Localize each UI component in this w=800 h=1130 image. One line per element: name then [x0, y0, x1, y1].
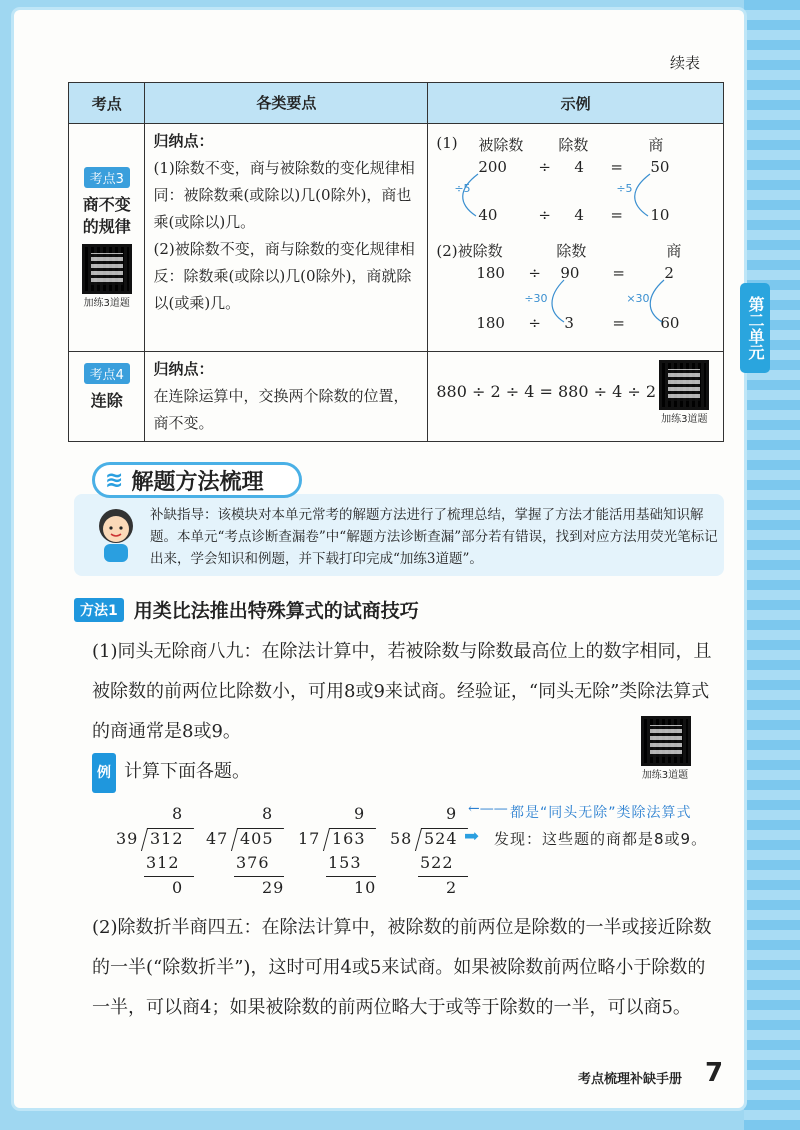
division-quotient: 8 [172, 804, 184, 823]
method1-para1: (1)同头无除商八九：在除法计算中，若被除数与除数最高位上的数字相同，且被除数的前两位比除数小，可用8或9来试商。经验证，“同头无除”类除法算式的商通常是8或9。 [92, 641, 712, 742]
ex2-c: 2 [664, 264, 674, 282]
ex1-b: 4 [574, 158, 584, 176]
note-top: 都是“同头无除”类除法算式 [510, 805, 692, 821]
ex1-d: 40 [478, 206, 498, 224]
ex1-label: (1) [436, 134, 458, 152]
ex1-head-dividend: 被除数 [478, 136, 524, 154]
qr-code-icon[interactable] [82, 244, 132, 294]
division-remainder: 29 [262, 878, 285, 897]
girl-avatar-icon [92, 504, 140, 564]
qr-caption-4: 加练3道题 [661, 414, 708, 425]
division-rule [326, 876, 376, 877]
ex1-a: 200 [478, 158, 507, 176]
division-rule [234, 876, 284, 877]
summary-label: 归纳点： [153, 132, 214, 150]
ex2-b: 90 [560, 264, 580, 282]
row3-example-cell [428, 124, 724, 352]
qr-caption-mid: 加练3道题 [641, 770, 689, 781]
ex2-d: 180 [476, 314, 505, 332]
ex2-arrow-label-left: ÷30 [524, 292, 548, 305]
ex2-op: ÷ [528, 264, 541, 282]
row4-essentials-cell [145, 352, 428, 442]
section-heading [92, 462, 302, 498]
example-line [92, 752, 722, 793]
division-quotient: 8 [262, 804, 274, 823]
qr-caption: 加练3道题 [83, 298, 130, 309]
method1-para2: (2)除数折半商四五：在除法计算中，被除数的前两位是除数的一半或接近除数的一半(“除数折半”)，这时可用4或5来试商。如果被除数前两位略小于除数的一半，可以商4；如果被除数的前两位略大于或等于除数的一半，可以商5。 [92, 917, 712, 1018]
ex1-arrow-label-left: ÷5 [454, 182, 471, 195]
row3-point-cell [69, 124, 145, 352]
ex2-eq2: = [612, 314, 625, 332]
ex2-a: 180 [476, 264, 505, 282]
point4-title: 连除 [90, 391, 123, 410]
row4-example-cell [428, 352, 724, 442]
point4-badge: 考点4 [84, 363, 130, 384]
qr-code-icon[interactable] [659, 360, 709, 410]
rule-text-4: 在连除运算中，交换两个除数的位置，商不变。 [153, 387, 409, 432]
ex1-eq2: = [610, 206, 623, 224]
division-rule [144, 876, 194, 877]
right-arrow-icon: ➡ [464, 826, 480, 847]
continued-label: 续表 [670, 54, 701, 72]
ex1-head-divisor: 除数 [558, 136, 589, 154]
ex2-head-dividend: (2)被除数 [436, 242, 503, 260]
header-essentials: 各类要点 [145, 83, 428, 124]
point3-badge: 考点3 [84, 167, 130, 188]
unit-side-tab[interactable]: 第二单元 [740, 283, 770, 373]
division-divisor: 17 [298, 829, 321, 848]
row3-essentials-cell [145, 124, 428, 352]
header-examples: 示例 [428, 83, 724, 124]
division-product: 153 [328, 853, 362, 872]
note-right: 发现：这些题的商都是8或9。 [494, 830, 708, 848]
division-quotient: 9 [446, 804, 458, 823]
ex2-e: 3 [564, 314, 574, 332]
example-badge: 例 [92, 753, 116, 793]
summary-label-4: 归纳点： [153, 360, 214, 378]
right-wave-border [744, 0, 800, 1130]
method1-title: 用类比法推出特殊算式的试商技巧 [133, 600, 419, 622]
key-points-table [68, 82, 724, 442]
row4-point-cell [69, 352, 145, 442]
ex2-arrow-label-right: ×30 [626, 292, 650, 305]
ex1-arrow-label-right: ÷5 [616, 182, 633, 195]
division-bracket [415, 828, 468, 851]
header-point: 考点 [69, 83, 145, 124]
division-bracket [231, 828, 284, 851]
method1-heading [74, 596, 419, 623]
division-dividend: 312 [150, 829, 184, 848]
ex1-c: 50 [650, 158, 670, 176]
guide-text: 补缺指导：该模块对本单元常考的解题方法进行了梳理总结，掌握了方法才能活用基础知识解题。本单元“考点诊断查漏卷”中“解题方法诊断查漏”部分若有错误，找到对应方法用荧光笔标记出来，学会知识和例题，并下载打印完成“加练3道题”。 [150, 507, 718, 567]
method1-badge: 方法1 [74, 598, 124, 622]
section-title: 解题方法梳理 [131, 469, 264, 495]
division-product: 312 [146, 853, 180, 872]
ex1-op2: ÷ [538, 206, 551, 224]
rule-text-2: (2)被除数不变，商与除数的变化规律相反：除数乘(或除以)几(0除外)，商就除以(或乘)几。 [153, 240, 415, 312]
division-product: 376 [236, 853, 270, 872]
ex2-head-quotient: 商 [666, 242, 682, 260]
wave-icon: ≋ [105, 467, 124, 493]
division-bracket [141, 828, 194, 851]
ex1-eq: = [610, 158, 623, 176]
division-dividend: 524 [424, 829, 458, 848]
row4-example: 880 ÷ 2 ÷ 4 = 880 ÷ 4 ÷ 2 [436, 382, 657, 401]
division-quotient: 9 [354, 804, 366, 823]
ex2-f: 60 [660, 314, 680, 332]
rule-text-1: (1)除数不变，商与被除数的变化规律相同：被除数乘(或除以)几(0除外)，商也乘(或除以)几。 [153, 159, 415, 231]
ex1-e: 4 [574, 206, 584, 224]
ex2-head-divisor: 除数 [556, 242, 587, 260]
ex1-f: 10 [650, 206, 670, 224]
ex1-head-quotient: 商 [648, 136, 664, 154]
division-rule [418, 876, 468, 877]
division-remainder: 0 [172, 878, 184, 897]
division-remainder: 10 [354, 878, 377, 897]
ex2-op2: ÷ [528, 314, 541, 332]
point3-title: 商不变的规律 [82, 195, 131, 236]
division-divisor: 39 [116, 829, 139, 848]
division-dividend: 163 [332, 829, 366, 848]
division-divisor: 47 [206, 829, 229, 848]
division-dividend: 405 [240, 829, 274, 848]
page-number: 7 [705, 1058, 724, 1088]
division-product: 522 [420, 853, 454, 872]
division-bracket [323, 828, 376, 851]
division-remainder: 2 [446, 878, 458, 897]
example-arrows [428, 124, 728, 352]
ex1-op: ÷ [538, 158, 551, 176]
example-text: 计算下面各题。 [124, 761, 250, 782]
division-divisor: 58 [390, 829, 413, 848]
footer-book: 考点梳理补缺手册 [578, 1072, 683, 1087]
ex2-eq: = [612, 264, 625, 282]
note-arrow-icon: ←—— [468, 801, 508, 817]
